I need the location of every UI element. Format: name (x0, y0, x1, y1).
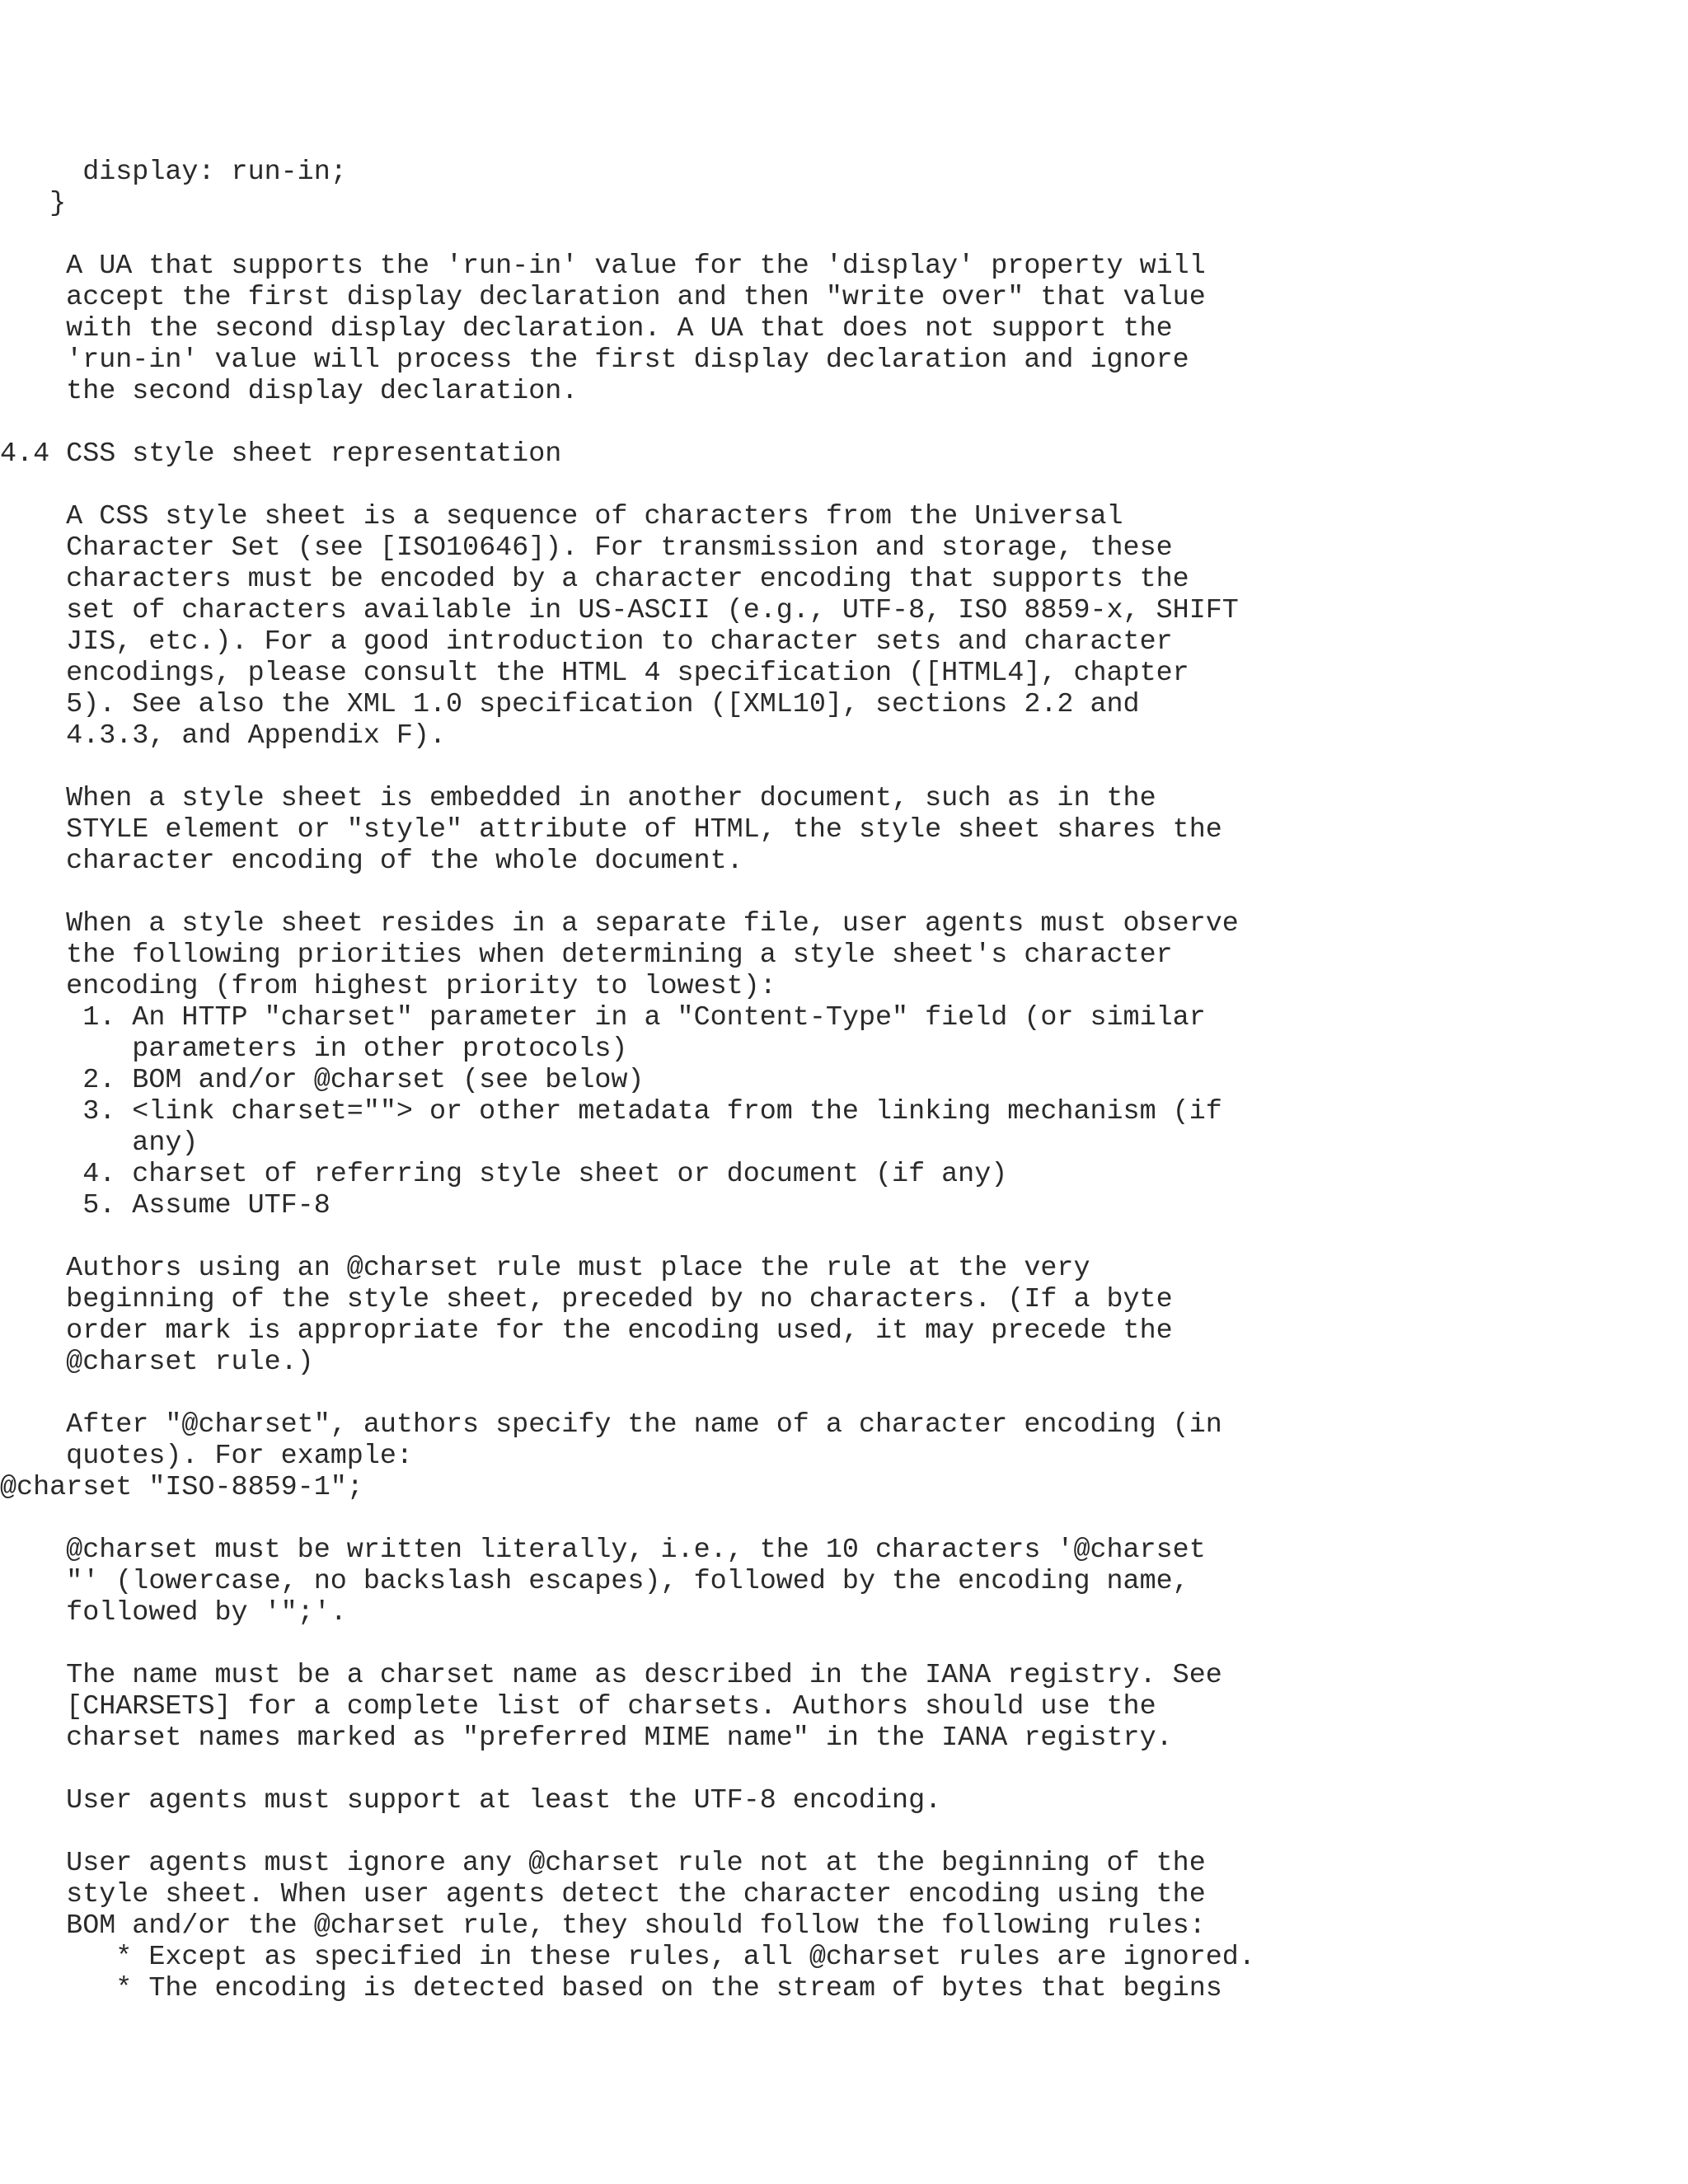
text-line: "' (lowercase, no backslash escapes), followed by the encoding name, (0, 1566, 1189, 1597)
text-line: [CHARSETS] for a complete list of charsets. Authors should use the (0, 1691, 1156, 1722)
text-line: style sheet. When user agents detect the character encoding using the (0, 1879, 1206, 1910)
blank-line (0, 219, 1688, 251)
text-line: the second display declaration. (0, 376, 579, 407)
document-body (0, 157, 1688, 2004)
text-line: display: run-in; (0, 157, 347, 188)
blank-line (0, 1378, 1688, 1409)
text-line: } (0, 188, 67, 219)
text-line: BOM and/or the @charset rule, they should follow the following rules: (0, 1910, 1206, 1942)
text-line: 4. charset of referring style sheet or document (if any) (0, 1159, 1008, 1190)
blank-line (0, 1629, 1688, 1660)
blank-line (0, 1503, 1688, 1535)
text-line: User agents must ignore any @charset rule not at the beginning of the (0, 1848, 1206, 1879)
text-line: User agents must support at least the UTF-8 encoding. (0, 1785, 942, 1816)
text-line: charset names marked as "preferred MIME name" in the IANA registry. (0, 1722, 1173, 1754)
text-line: encoding (from highest priority to lowest): (0, 971, 776, 1002)
text-line: accept the first display declaration and then "write over" that value (0, 282, 1206, 313)
text-line: Authors using an @charset rule must place the rule at the very (0, 1253, 1090, 1284)
text-line: the following priorities when determining a style sheet's character (0, 940, 1173, 971)
text-line: followed by '";'. (0, 1597, 347, 1629)
text-line: * The encoding is detected based on the stream of bytes that begins (0, 1973, 1222, 2004)
text-line: any) (0, 1127, 199, 1159)
text-line: JIS, etc.). For a good introduction to character sets and character (0, 626, 1173, 658)
text-line: Character Set (see [ISO10646]). For transmission and storage, these (0, 532, 1173, 564)
text-line: @charset "ISO-8859-1"; (0, 1472, 363, 1503)
text-line: * Except as specified in these rules, all @charset rules are ignored. (0, 1942, 1255, 1973)
text-line: 5). See also the XML 1.0 specification ([XML10], sections 2.2 and (0, 689, 1140, 720)
text-line: parameters in other protocols) (0, 1033, 628, 1065)
text-line: After "@charset", authors specify the name of a character encoding (in (0, 1409, 1222, 1441)
text-line: encodings, please consult the HTML 4 specification ([HTML4], chapter (0, 658, 1189, 689)
text-line: When a style sheet resides in a separate file, user agents must observe (0, 908, 1239, 940)
text-line: 4.3.3, and Appendix F). (0, 720, 447, 752)
text-line: 1. An HTTP "charset" parameter in a "Content-Type" field (or similar (0, 1002, 1206, 1033)
blank-line (0, 752, 1688, 783)
blank-line (0, 877, 1688, 908)
text-line: beginning of the style sheet, preceded by no characters. (If a byte (0, 1284, 1173, 1315)
blank-line (0, 1221, 1688, 1253)
text-line: 4.4 CSS style sheet representation (0, 438, 562, 470)
text-line: 'run-in' value will process the first display declaration and ignore (0, 344, 1189, 376)
text-line: order mark is appropriate for the encoding used, it may precede the (0, 1315, 1173, 1347)
text-line: When a style sheet is embedded in another document, such as in the (0, 783, 1156, 814)
blank-line (0, 470, 1688, 501)
text-line: 2. BOM and/or @charset (see below) (0, 1065, 645, 1096)
text-line: @charset rule.) (0, 1347, 314, 1378)
text-line: with the second display declaration. A UA that does not support the (0, 313, 1173, 344)
text-line: 3. <link charset=""> or other metadata from the linking mechanism (if (0, 1096, 1222, 1127)
text-line: character encoding of the whole document. (0, 846, 743, 877)
blank-line (0, 1754, 1688, 1785)
blank-line (0, 407, 1688, 438)
text-line: The name must be a charset name as described in the IANA registry. See (0, 1660, 1222, 1691)
text-line: 5. Assume UTF-8 (0, 1190, 331, 1221)
text-line: quotes). For example: (0, 1441, 413, 1472)
text-line: STYLE element or "style" attribute of HTML, the style sheet shares the (0, 814, 1222, 846)
text-line: A CSS style sheet is a sequence of characters from the Universal (0, 501, 1123, 532)
text-line: A UA that supports the 'run-in' value for the 'display' property will (0, 251, 1206, 282)
text-line: characters must be encoded by a character encoding that supports the (0, 564, 1189, 595)
text-line: set of characters available in US-ASCII (e.g., UTF-8, ISO 8859-x, SHIFT (0, 595, 1239, 626)
text-line: @charset must be written literally, i.e., the 10 characters '@charset (0, 1535, 1206, 1566)
blank-line (0, 1816, 1688, 1848)
